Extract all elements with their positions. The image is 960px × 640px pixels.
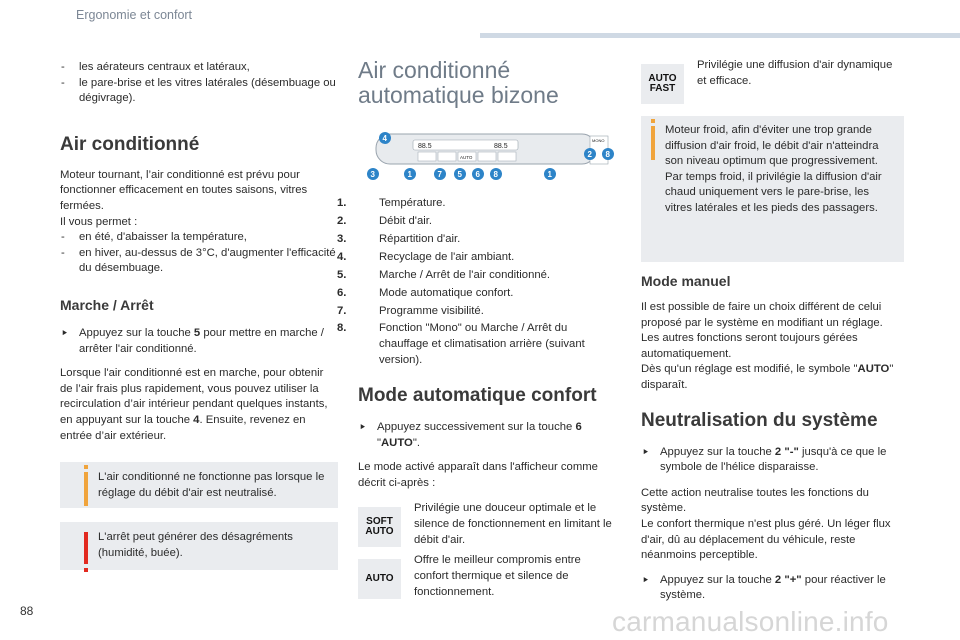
panel-button [478, 152, 496, 161]
list-item: 4. Recyclage de l'air ambiant. [337, 251, 515, 263]
paragraph: Cette action neutralise toutes les fonctions du système. [641, 486, 869, 515]
heading-neutralisation: Neutralisation du système [641, 409, 878, 431]
panel-button [498, 152, 516, 161]
info-note: Moteur froid, afin d'éviter une trop grande diffusion d'air froid, le débit d'air n'atteindra son niveau optimum que progressivement. Par temps froid, il privilégie la diffusion d'air chaud uniquement vers le pare-brise, les vitres latérales et les pieds des passagers. [641, 116, 904, 262]
heading-air-auto-l1: Air conditionné [358, 57, 511, 83]
callout-label: 2 [587, 150, 592, 159]
step: ⯈ Appuyez sur la touche 2 "-" jusqu'à ce que le symbole de l'hélice disparaisse. [642, 445, 887, 474]
list-item: 1. Température. [337, 197, 446, 209]
heading-air-conditionne: Air conditionné [60, 133, 200, 155]
page-number: 88 [20, 604, 34, 618]
step: ⯈ Appuyez sur la touche 2 "+" pour réactiver le système. [642, 573, 886, 602]
warning-icon [84, 532, 88, 564]
panel-auto-label: AUTO [460, 155, 473, 160]
step: ⯈ Appuyez sur la touche 5 pour mettre en marche / arrêter l'air conditionné. [61, 326, 324, 355]
callout-label: 6 [475, 170, 480, 179]
panel-temp-right: 88.5 [494, 143, 508, 150]
column-3 [641, 58, 904, 604]
auto-fast-icon: AUTO FAST [641, 64, 684, 104]
list-item: 7. Programme visibilité. [337, 305, 484, 317]
paragraph: Le mode activé apparaît dans l'afficheur comme décrit ci-après : [358, 461, 598, 489]
info-note: L'air conditionné ne fonctionne pas lorsque le réglage du débit d'air est neutralisé. [60, 462, 338, 508]
heading-marche-arret: Marche / Arrêt [60, 296, 154, 313]
heading-mode-auto: Mode automatique confort [358, 385, 597, 406]
watermark: carmanualsonline.info [612, 606, 889, 637]
list-item: 6. Mode automatique confort. [337, 287, 514, 299]
section-title: Ergonomie et confort [76, 8, 193, 22]
column-2 [337, 57, 613, 601]
header-bar [480, 33, 960, 38]
panel-button [438, 152, 456, 161]
panel-mono-label: MONO [592, 138, 605, 143]
info-icon [84, 472, 88, 506]
paragraph: Il est possible de faire un choix différent de celui proposé par le système en modifiant un réglage. Les autres fonctions seront toujours gérées automatiquement. [641, 301, 883, 360]
list-item: - le pare-brise et les vitres latérales (désembuage ou dégivrage). [60, 76, 338, 107]
list-item: 8. Fonction "Mono" ou Marche / Arrêt du chauffage et climatisation arrière (suivant version). [337, 322, 585, 366]
paragraph: Il vous permet : [60, 215, 138, 228]
callout-label: 4 [382, 134, 387, 143]
mode-auto: AUTO Offre le meilleur compromis entre confort thermique et silence de fonctionnement. [358, 553, 613, 601]
panel-temp: 88.5 [418, 143, 432, 150]
warning-note: L'arrêt peut générer des désagréments (humidité, buée). [60, 522, 338, 570]
mode-soft-auto: SOFT AUTO Privilégie une douceur optimale et le silence de fonctionnement en limitant le débit d'air. [358, 501, 613, 549]
callout-label: 8 [493, 170, 498, 179]
auto-icon: AUTO [358, 559, 401, 599]
column-1 [60, 60, 338, 570]
list-item: - les aérateurs centraux et latéraux, [60, 60, 338, 76]
arrow-step-icon: ⯈ [642, 574, 650, 585]
list-item: - en hiver, au-dessus de 3°C, d'augmenter l'efficacité du désembuage. [60, 246, 338, 277]
paragraph: Dès qu'un réglage est modifié, le symbole "AUTO" disparaît. [641, 363, 894, 391]
panel-button [418, 152, 436, 161]
callout-label: 3 [370, 170, 375, 179]
paragraph: Moteur tournant, l’air conditionné est prévu pour fonctionner efficacement en toutes saisons, vitres fermées. [60, 168, 308, 212]
heading-air-auto-l2: automatique bizone [358, 82, 559, 108]
arrow-step-icon: ⯈ [61, 327, 69, 338]
callout-label: 5 [457, 170, 462, 179]
climate-panel-diagram [358, 126, 618, 186]
legend-list [337, 194, 613, 368]
arrow-step-icon: ⯈ [642, 446, 650, 457]
info-icon [651, 126, 655, 160]
callout-label: 8 [605, 150, 610, 159]
list-item: 2. Débit d'air. [337, 215, 433, 227]
paragraph: Lorsque l'air conditionné est en marche, pour obtenir de l’air frais plus rapidement, vous pouvez utiliser la recirculation d’air intérieur pendant quelques instants, en appuyant sur la touche 4. Ensuite, revenez en entrée d’air extérieur. [60, 367, 328, 442]
callout-label: 1 [407, 170, 412, 179]
arrow-step-icon: ⯈ [359, 422, 367, 432]
list-item: 5. Marche / Arrêt de l'air conditionné. [337, 269, 551, 281]
list-item: 3. Répartition d'air. [337, 233, 461, 245]
mode-auto-fast: AUTO FAST Privilégie une diffusion d'air dynamique et efficace. [641, 58, 904, 106]
callout-label: 7 [437, 170, 442, 179]
soft-auto-icon: SOFT AUTO [358, 507, 401, 547]
list-item: - en été, d'abaisser la température, [60, 230, 338, 246]
step: ⯈ Appuyez successivement sur la touche 6 "AUTO". [359, 421, 582, 449]
callout-label: 1 [547, 170, 552, 179]
heading-mode-manuel: Mode manuel [641, 273, 731, 289]
paragraph: Le confort thermique n'est plus géré. Un léger flux d'air, dû au déplacement du véhicule, reste néanmoins perceptible. [641, 517, 891, 562]
